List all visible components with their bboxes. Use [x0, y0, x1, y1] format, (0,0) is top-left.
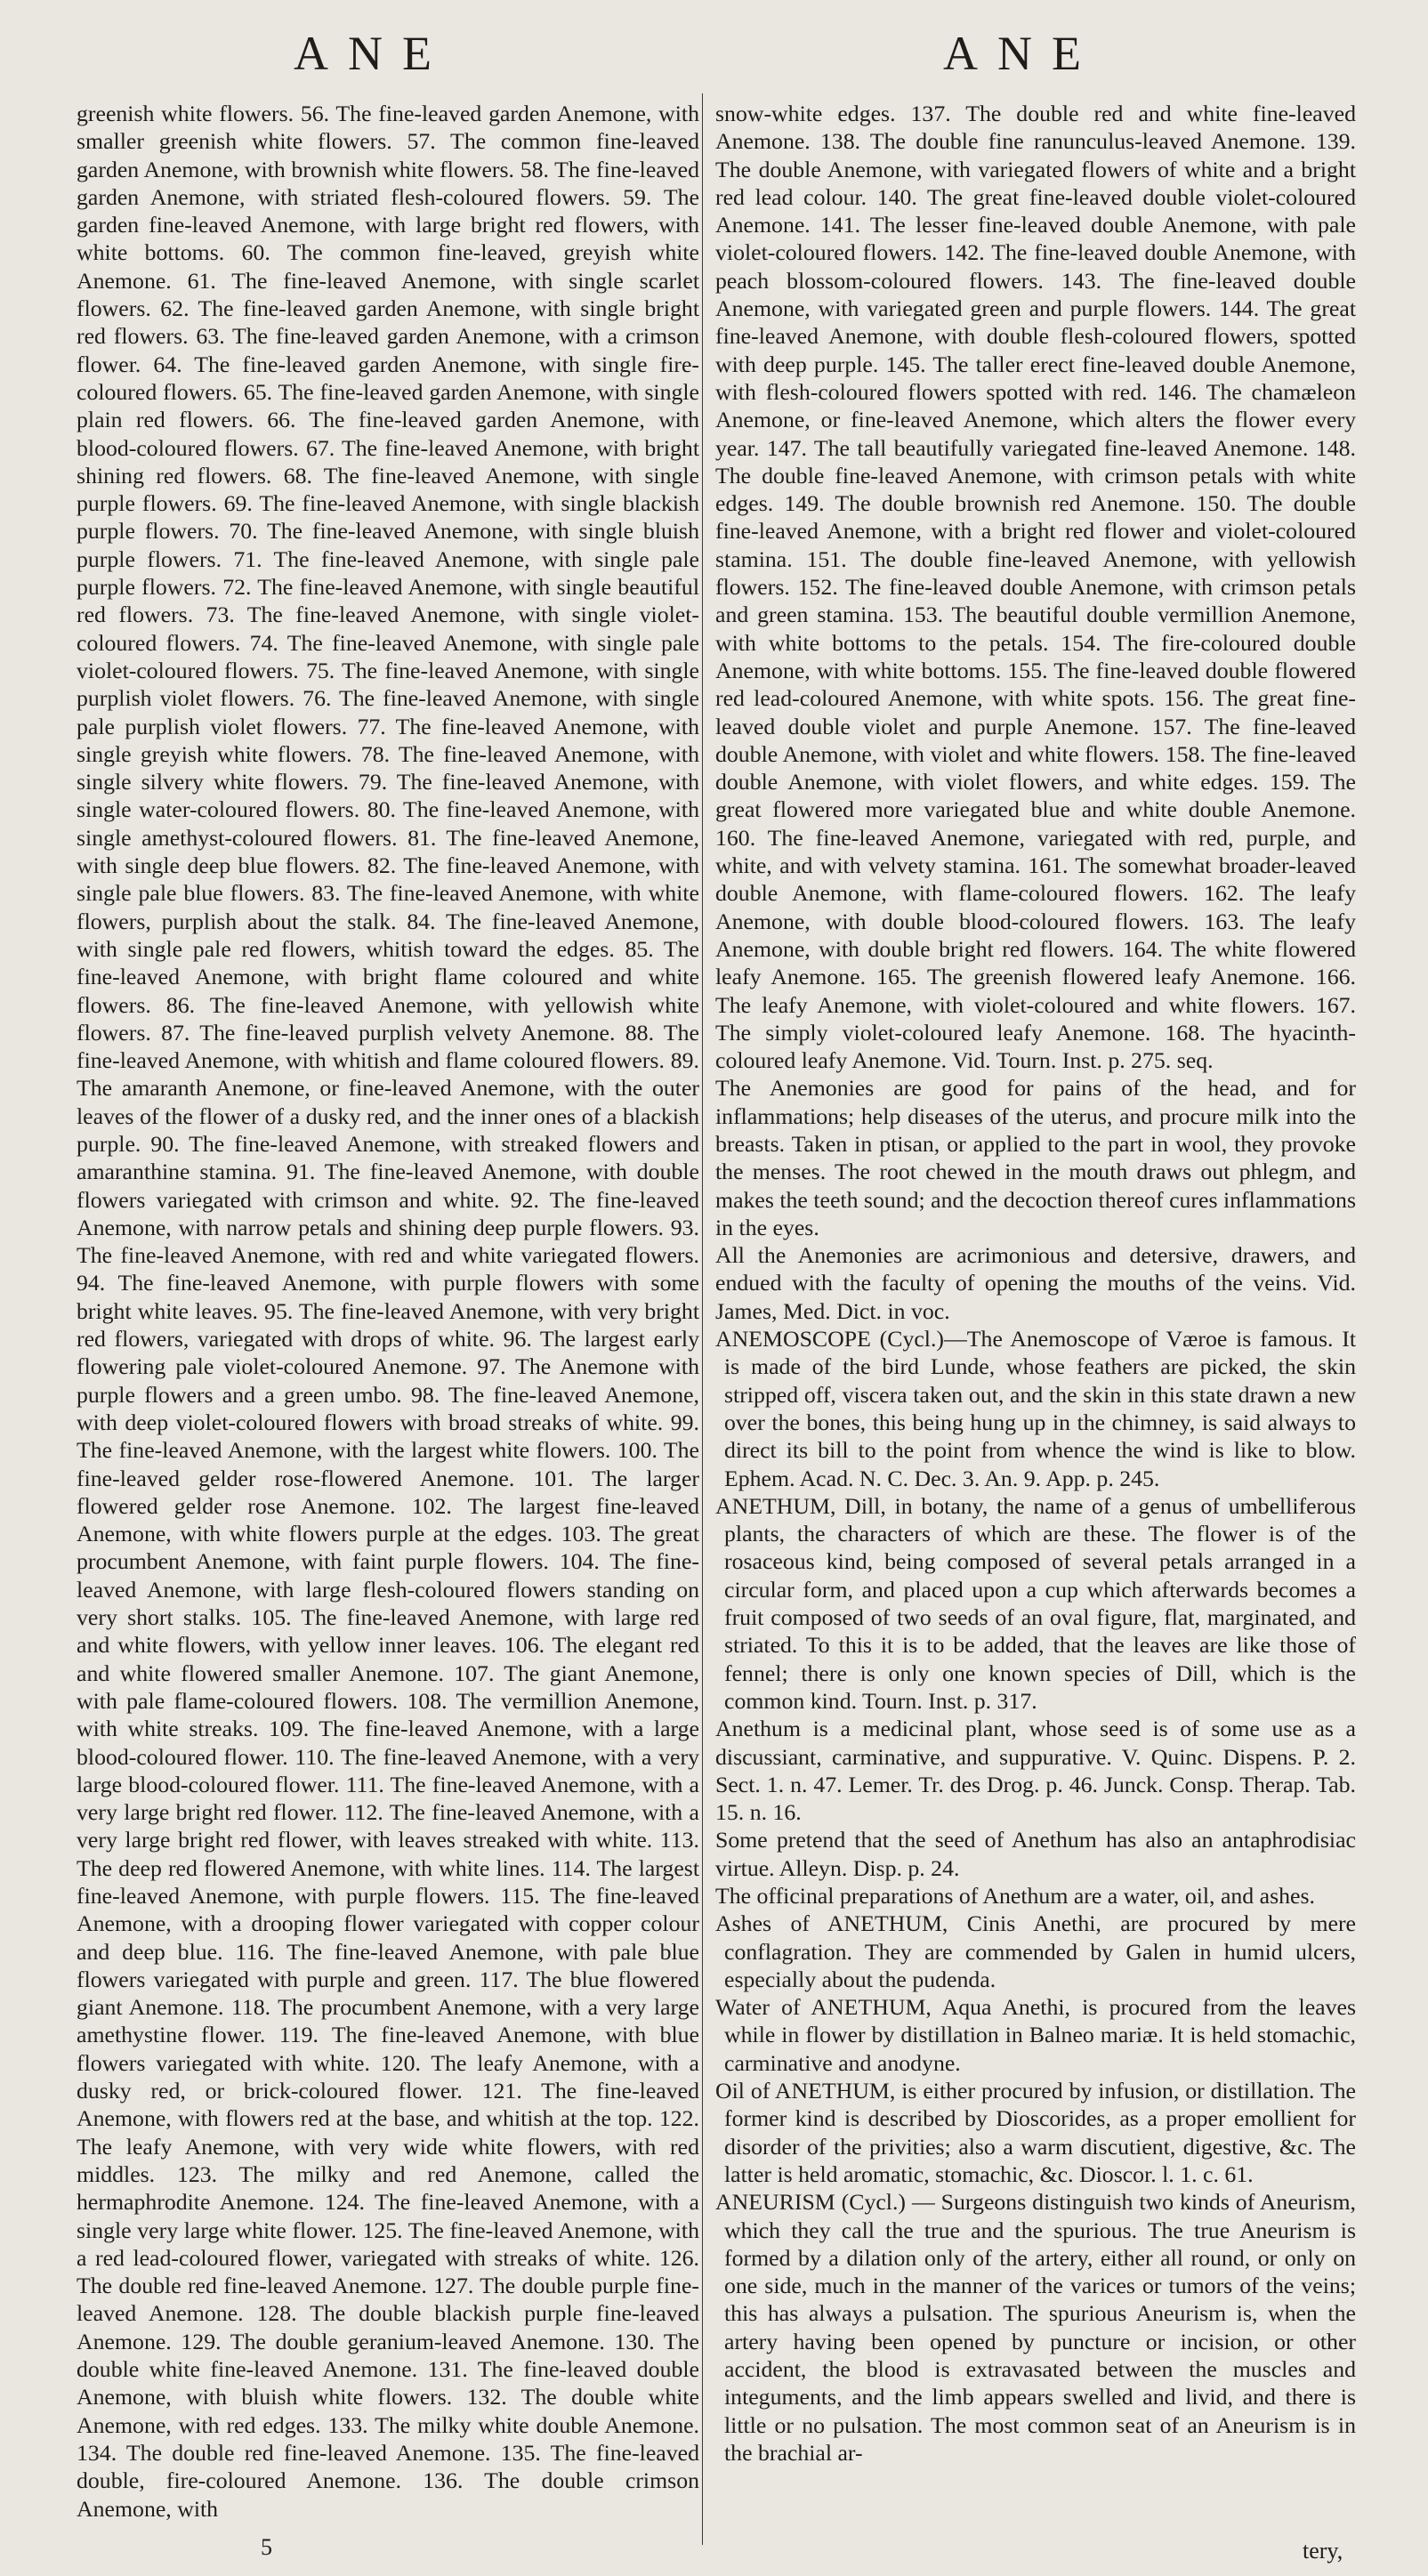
column-divider: [702, 93, 703, 2545]
dictionary-entry: ANEURISM (Cycl.) — Surgeons distinguish two kinds of Aneurism, which they call the true and the spurious. The true Aneurism is formed by a dilation only of the artery, either all round, or only on one side, much in the manner of the varices or tumors of the veins; this has always a pulsation. The spurious Aneurism is, when the artery having been opened by puncture or incision, or other accident, the blood is extravasated between the muscles and integuments, and the limb appears swelled and livid, and there is little or no pulsation. The most common seat of an Aneurism is in the brachial ar-: [715, 2189, 1356, 2466]
paragraph: The officinal preparations of Anethum are a water, oil, and ashes.: [715, 1883, 1315, 1909]
right-column: [715, 100, 1356, 2467]
dictionary-entry: ANETHUM, Dill, in botany, the name of a genus of umbelliferous plants, the characters of which are these. The flower is of the rosaceous kind, being composed of several petals arranged in a circular form, and placed upon a cup which afterwards becomes a fruit composed of two seeds of an oval figure, flat, marginated, and striated. To this it is to be added, that the leaves are like those of fennel; there is only one known species of Dill, which is the common kind. Tourn. Inst. p. 317.: [715, 1492, 1356, 1714]
paragraph: The Anemonies are good for pains of the head, and for inflammations; help diseases of the uterus, and procure milk into the breasts. Taken in ptisan, or applied to the part in wool, they provoke the menses. The root chewed in the mouth draws out phlegm, and makes the teeth sound; and the decoction thereof cures inflammations in the eyes.: [715, 1075, 1356, 1240]
left-column: [77, 100, 699, 2523]
page-number: 5: [261, 2534, 272, 2560]
dictionary-entry: Oil of ANETHUM, is either procured by infusion, or distillation. The former kind is described by Dioscorides, as a proper emollient for disorder of the privities; also a warm discutient, digestive, &c. The latter is held aromatic, stomachic, &c. Dioscor. l. 1. c. 61.: [715, 2078, 1356, 2187]
paragraph: snow-white edges. 137. The double red and white fine-leaved Anemone. 138. The double fine ranunculus-leaved Anemone. 139. The double Anemone, with variegated flowers of white and a bright red lead colour. 140. The great fine-leaved double violet-coloured Anemone. 141. The lesser fine-leaved double Anemone, with pale violet-coloured flowers. 142. The fine-leaved double Anemone, with peach blossom-coloured flowers. 143. The fine-leaved double Anemone, with variegated green and purple flowers. 144. The great fine-leaved Anemone, with double flesh-coloured flowers, spotted with deep purple. 145. The taller erect fine-leaved double Anemone, with flesh-coloured flowers spotted with red. 146. The chamæleon Anemone, or fine-leaved Anemone, which alters the flower every year. 147. The tall beautifully variegated fine-leaved Anemone. 148. The double fine-leaved Anemone, with crimson petals with white edges. 149. The double brownish red Anemone. 150. The double fine-leaved Anemone, with a bright red flower and violet-coloured stamina. 151. The double fine-leaved Anemone, with yellowish flowers. 152. The fine-leaved double Anemone, with crimson petals and green stamina. 153. The beautiful double vermillion Anemone, with white bottoms to the petals. 154. The fire-coloured double Anemone, with white bottoms. 155. The fine-leaved double flowered red lead-coloured Anemone, with white spots. 156. The great fine-leaved double violet and purple Anemone. 157. The fine-leaved double Anemone, with violet and white flowers. 158. The fine-leaved double Anemone, with violet flowers, and white edges. 159. The great flowered more variegated blue and white double Anemone. 160. The fine-leaved Anemone, variegated with red, purple, and white, and with velvety stamina. 161. The somewhat broader-leaved double Anemone, with flame-coloured flowers. 162. The leafy Anemone, with double blood-coloured flowers. 163. The leafy Anemone, with double bright red flowers. 164. The white flowered leafy Anemone. 165. The greenish flowered leafy Anemone. 166. The leafy Anemone, with violet-coloured and white flowers. 167. The simply violet-coloured leafy Anemone. 168. The hyacinth-coloured leafy Anemone. Vid. Tourn. Inst. p. 275. seq.: [715, 101, 1356, 1074]
dictionary-entry: ANEMOSCOPE (Cycl.)—The Anemoscope of Væroe is famous. It is made of the bird Lunde, whose feathers are picked, the skin stripped off, viscera taken out, and the skin in this state drawn a new over the bones, this being hung up in the chimney, is said always to direct its bill to the point from whence the wind is like to blow. Ephem. Acad. N. C. Dec. 3. An. 9. App. p. 245.: [715, 1326, 1356, 1491]
paragraph: All the Anemonies are acrimonious and detersive, drawers, and endued with the faculty of opening the mouths of the veins. Vid. James, Med. Dict. in voc.: [715, 1242, 1356, 1324]
running-head-left: ANE: [294, 27, 451, 80]
paragraph: Some pretend that the seed of Anethum has also an antaphrodisiac virtue. Alleyn. Disp. p. 24.: [715, 1827, 1356, 1881]
dictionary-entry: Water of ANETHUM, Aqua Anethi, is procured from the leaves while in flower by distillation in Balneo mariæ. It is held stomachic, carminative and anodyne.: [715, 1994, 1356, 2076]
dictionary-entry: Ashes of ANETHUM, Cinis Anethi, are procured by mere conflagration. They are commended by Galen in humid ulcers, especially about the pudenda.: [715, 1910, 1356, 1992]
paragraph: Anethum is a medicinal plant, whose seed is of some use as a discussiant, carminative, and suppurative. V. Quinc. Dispens. P. 2. Sect. 1. n. 47. Lemer. Tr. des Drog. p. 46. Junck. Consp. Therap. Tab. 15. n. 16.: [715, 1716, 1356, 1826]
running-head-right: ANE: [943, 27, 1101, 80]
catchword: tery,: [1303, 2538, 1343, 2564]
paragraph: greenish white flowers. 56. The fine-leaved garden Anemone, with smaller greenish white flowers. 57. The common fine-leaved garden Anemone, with brownish white flowers. 58. The fine-leaved garden Anemone, with striated flesh-coloured flowers. 59. The garden fine-leaved Anemone, with large bright red flowers, with white bottoms. 60. The common fine-leaved, greyish white Anemone. 61. The fine-leaved Anemone, with single scarlet flowers. 62. The fine-leaved garden Anemone, with single bright red flowers. 63. The fine-leaved garden Anemone, with a crimson flower. 64. The fine-leaved garden Anemone, with single fire-coloured flowers. 65. The fine-leaved garden Anemone, with single plain red flowers. 66. The fine-leaved garden Anemone, with blood-coloured flowers. 67. The fine-leaved Anemone, with bright shining red flowers. 68. The fine-leaved Anemone, with single purple flowers. 69. The fine-leaved Anemone, with single blackish purple flowers. 70. The fine-leaved Anemone, with single bluish purple flowers. 71. The fine-leaved Anemone, with single pale purple flowers. 72. The fine-leaved Anemone, with single beautiful red flowers. 73. The fine-leaved Anemone, with single violet-coloured flowers. 74. The fine-leaved Anemone, with single pale violet-coloured flowers. 75. The fine-leaved Anemone, with single purplish violet flowers. 76. The fine-leaved Anemone, with single pale purplish violet flowers. 77. The fine-leaved Anemone, with single greyish white flowers. 78. The fine-leaved Anemone, with single silvery white flowers. 79. The fine-leaved Anemone, with single water-coloured flowers. 80. The fine-leaved Anemone, with single amethyst-coloured flowers. 81. The fine-leaved Anemone, with single deep blue flowers. 82. The fine-leaved Anemone, with single pale blue flowers. 83. The fine-leaved Anemone, with white flowers, purplish about the stalk. 84. The fine-leaved Anemone, with single pale red flowers, whitish toward the edges. 85. The fine-leaved Anemone, with bright flame coloured and white flowers. 86. The fine-leaved Anemone, with yellowish white flowers. 87. The fine-leaved purplish velvety Anemone. 88. The fine-leaved Anemone, with whitish and flame coloured flowers. 89. The amaranth Anemone, or fine-leaved Anemone, with the outer leaves of the flower of a dusky red, and the inner ones of a blackish purple. 90. The fine-leaved Anemone, with streaked flowers and amaranthine stamina. 91. The fine-leaved Anemone, with double flowers variegated with crimson and white. 92. The fine-leaved Anemone, with narrow petals and shining deep purple flowers. 93. The fine-leaved Anemone, with red and white variegated flowers. 94. The fine-leaved Anemone, with purple flowers with some bright white leaves. 95. The fine-leaved Anemone, with very bright red flowers, variegated with drops of white. 96. The largest early flowering pale violet-coloured Anemone. 97. The Anemone with purple flowers and a green umbo. 98. The fine-leaved Anemone, with deep violet-coloured flowers with broad streaks of white. 99. The fine-leaved Anemone, with the largest white flowers. 100. The fine-leaved gelder rose-flowered Anemone. 101. The larger flowered gelder rose Anemone. 102. The largest fine-leaved Anemone, with white flowers purple at the edges. 103. The great procumbent Anemone, with faint purple flowers. 104. The fine-leaved Anemone, with large flesh-coloured flowers standing on very short stalks. 105. The fine-leaved Anemone, with large red and white flowers, with yellow inner leaves. 106. The elegant red and white flowered smaller Anemone. 107. The giant Anemone, with pale flame-coloured flowers. 108. The vermillion Anemone, with white streaks. 109. The fine-leaved Anemone, with a large blood-coloured flower. 110. The fine-leaved Anemone, with a very large blood-coloured flower. 111. The fine-leaved Anemone, with a very large bright red flower. 112. The fine-leaved Anemone, with a very large bright red flower, with leaves streaked with white. 113. The deep red flowered Anemone, with white lines. 114. The largest fine-leaved Anemone, with purple flowers. 115. The fine-leaved Anemone, with a drooping flower variegated with copper colour and deep blue. 116. The fine-leaved Anemone, with pale blue flowers variegated with purple and green. 117. The blue flowered giant Anemone. 118. The procumbent Anemone, with a very large amethystine flower. 119. The fine-leaved Anemone, with blue flowers variegated with white. 120. The leafy Anemone, with a dusky red, or brick-coloured flower. 121. The fine-leaved Anemone, with flowers red at the base, and whitish at the top. 122. The leafy Anemone, with very wide white flowers, with red middles. 123. The milky and red Anemone, called the hermaphrodite Anemone. 124. The fine-leaved Anemone, with a single very large white flower. 125. The fine-leaved Anemone, with a red lead-coloured flower, variegated with streaks of white. 126. The double red fine-leaved Anemone. 127. The double purple fine-leaved Anemone. 128. The double blackish purple fine-leaved Anemone. 129. The double geranium-leaved Anemone. 130. The double white fine-leaved Anemone. 131. The fine-leaved double Anemone, with bluish white flowers. 132. The double white Anemone, with red edges. 133. The milky white double Anemone. 134. The double red fine-leaved Anemone. 135. The fine-leaved double, fire-coloured Anemone. 136. The double crimson Anemone, with: [77, 101, 699, 2522]
